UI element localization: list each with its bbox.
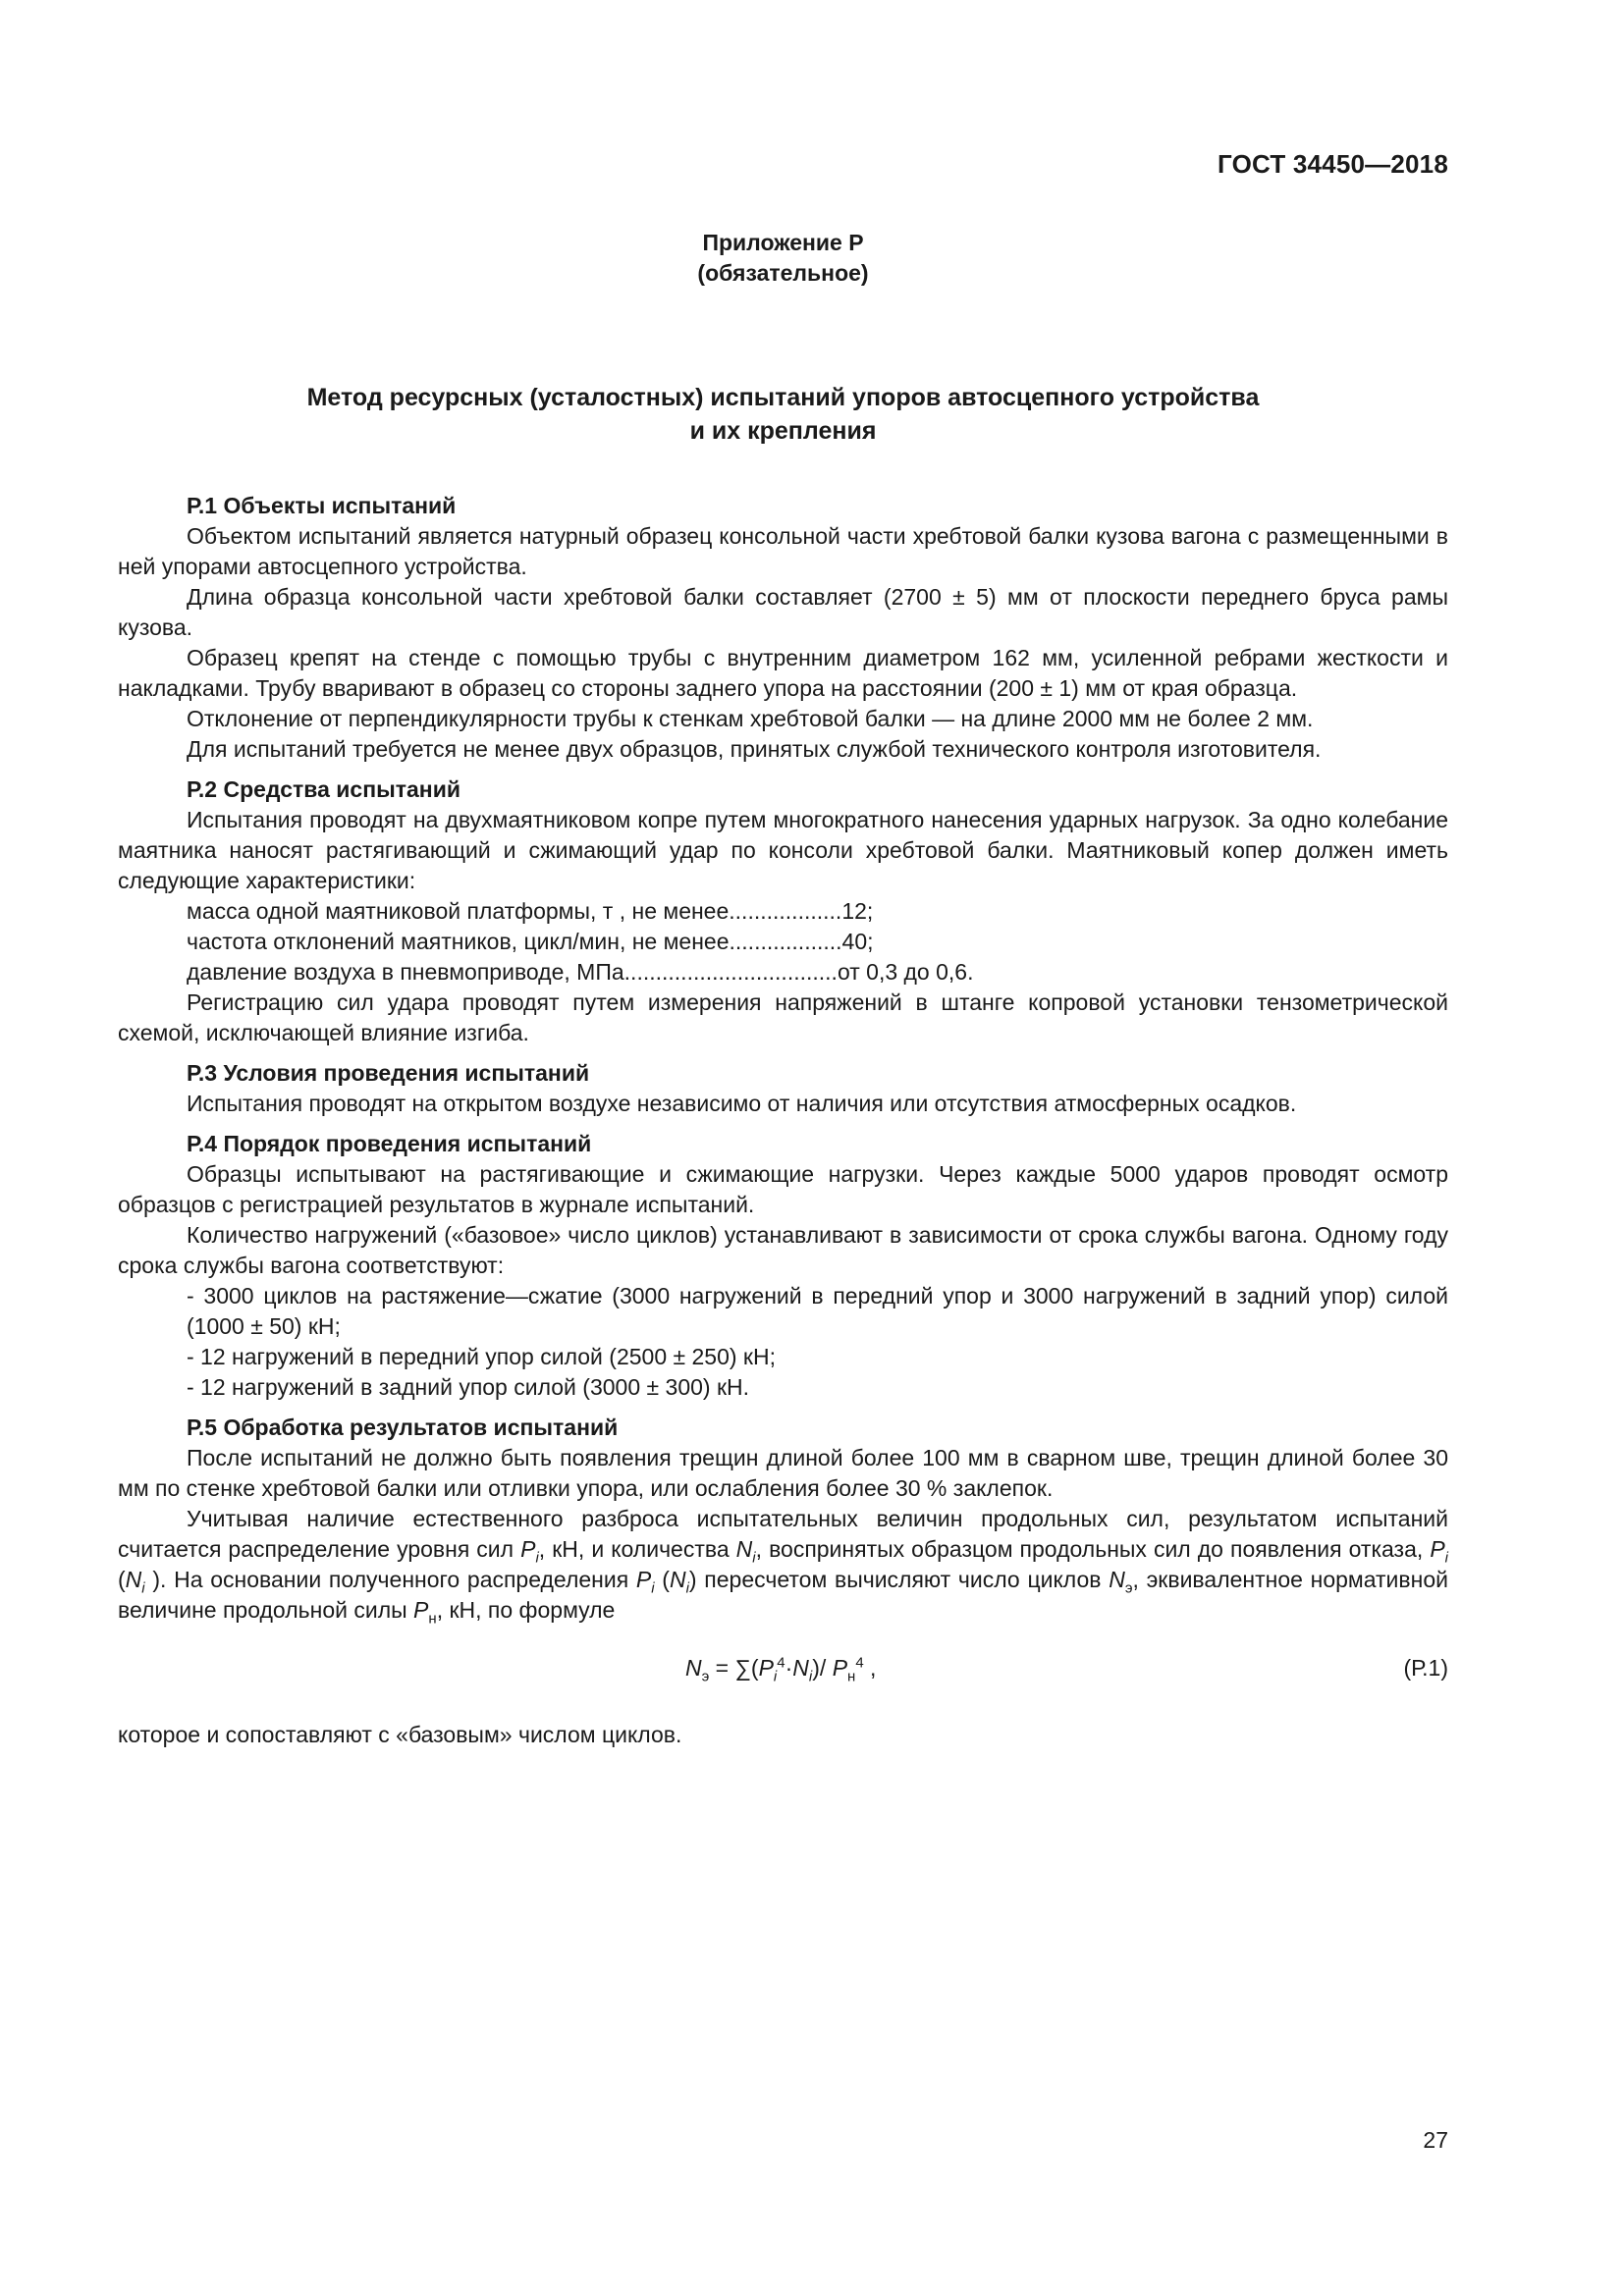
list-item: - 12 нагружений в передний упор силой (2500 ± 250) кН; <box>187 1344 776 1369</box>
list-item: - 12 нагружений в задний упор силой (3000 ± 300) кН. <box>187 1374 750 1400</box>
paragraph: Отклонение от перпендикулярности трубы к стенкам хребтовой балки — на длине 2000 мм не более 2 мм. <box>187 706 1314 731</box>
paragraph: Образец крепят на стенде с помощью трубы с внутренним диаметром 162 мм, усиленной ребрами жесткости и накладками. Трубу вваривают в образец со стороны заднего упора на расстоянии (200 ± 1) мм от края образца. <box>118 645 1448 701</box>
appendix-title <box>118 381 1448 448</box>
list-item: - 3000 циклов на растяжение—сжатие (3000 нагружений в передний упор и 3000 нагружений в задний упор) силой (1000 ± 50) кН; <box>187 1283 1448 1339</box>
section-heading-p3: Р.3 Условия проведения испытаний <box>187 1060 590 1086</box>
spec-value: от 0,3 до 0,6. <box>837 959 974 985</box>
title-line-1: Метод ресурсных (усталостных) испытаний упоров автосцепного устройства <box>306 384 1260 411</box>
appendix-heading <box>118 228 1448 289</box>
spec-row <box>118 927 1448 957</box>
paragraph: Регистрацию сил удара проводят путем измерения напряжений в штанге копровой установки тензометрической схемой, исключающей влияние изгиба. <box>118 989 1448 1045</box>
formula-row <box>118 1639 1448 1702</box>
spec-value: 40; <box>841 929 874 954</box>
document-body <box>118 491 1448 1750</box>
paragraph: Объектом испытаний является натурный образец консольной части хребтовой балки кузова вагона с размещенными в ней упорами автосцепного устройства. <box>118 523 1448 579</box>
spec-label: давление воздуха в пневмоприводе, МПа <box>187 959 624 985</box>
section-heading-p5: Р.5 Обработка результатов испытаний <box>187 1415 619 1440</box>
appendix-label: Приложение Р <box>702 230 864 255</box>
section-heading-p2: Р.2 Средства испытаний <box>187 776 460 802</box>
spec-row <box>118 957 1448 988</box>
spec-row <box>118 896 1448 927</box>
paragraph: Образцы испытывают на растягивающие и сжимающие нагрузки. Через каждые 5000 ударов проводят осмотр образцов с регистрацией результатов в журнале испытаний. <box>118 1161 1448 1217</box>
paragraph: которое и сопоставляют с «базовым» числом циклов. <box>118 1722 682 1747</box>
title-line-2: и их крепления <box>689 417 877 445</box>
paragraph-with-symbols: Учитывая наличие естественного разброса испытательных величин продольных сил, результатом испытаний считается распределение уровня сил $P_i$, кН, и количества $N_i$, воспринятых образцом продольных сил до появления отказа, $P_i$ ($N_i$ ). На основании полученного распределения $P_i$ $(N_i)$ пересчетом вычисляют число циклов $N_э$, эквивалентное нормативной величине продольной силы $P_н$, кН, по формуле <box>118 1506 1449 1628</box>
spec-label: масса одной маятниковой платформы, т , не менее <box>187 898 730 924</box>
paragraph: Испытания проводят на открытом воздухе независимо от наличия или отсутствия атмосферных осадков. <box>187 1091 1297 1116</box>
page-number: 27 <box>1423 2127 1448 2153</box>
spec-value: 12; <box>841 898 874 924</box>
paragraph: Количество нагружений («базовое» число циклов) устанавливают в зависимости от срока службы вагона. Одному году срока службы вагона соответствуют: <box>118 1222 1448 1278</box>
spec-label: частота отклонений маятников, цикл/мин, не менее <box>187 929 730 954</box>
document-code: ГОСТ 34450—2018 <box>1218 149 1448 179</box>
appendix-status: (обязательное) <box>697 260 869 286</box>
document-page <box>118 0 1448 2296</box>
paragraph: Длина образца консольной части хребтовой балки составляет (2700 ± 5) мм от плоскости переднего бруса рамы кузова. <box>118 584 1448 640</box>
paragraph: Для испытаний требуется не менее двух образцов, принятых службой технического контроля изготовителя. <box>187 736 1322 762</box>
spec-dots: .................. <box>729 898 842 924</box>
spec-dots: .................. <box>729 929 842 954</box>
formula-number: (Р.1) <box>1403 1655 1448 1681</box>
section-heading-p1: Р.1 Объекты испытаний <box>187 493 457 518</box>
section-heading-p4: Р.4 Порядок проведения испытаний <box>187 1131 592 1156</box>
spec-dots: .................................. <box>623 959 838 985</box>
formula-p1: $N_э = \sum(P_i^4\cdot N_i)/$ $P_н^4$ , <box>685 1654 877 1685</box>
paragraph: После испытаний не должно быть появления трещин длиной более 100 мм в сварном шве, трещин длиной более 30 мм по стенке хребтовой балки или отливки упора, или ослабления более 30 % заклепок. <box>118 1445 1448 1501</box>
paragraph: Испытания проводят на двухмаятниковом копре путем многократного нанесения ударных нагрузок. За одно колебание маятника наносят растягивающий и сжимающий удар по консоли хребтовой балки. Маятниковый копер должен иметь следующие характеристики: <box>118 807 1448 893</box>
